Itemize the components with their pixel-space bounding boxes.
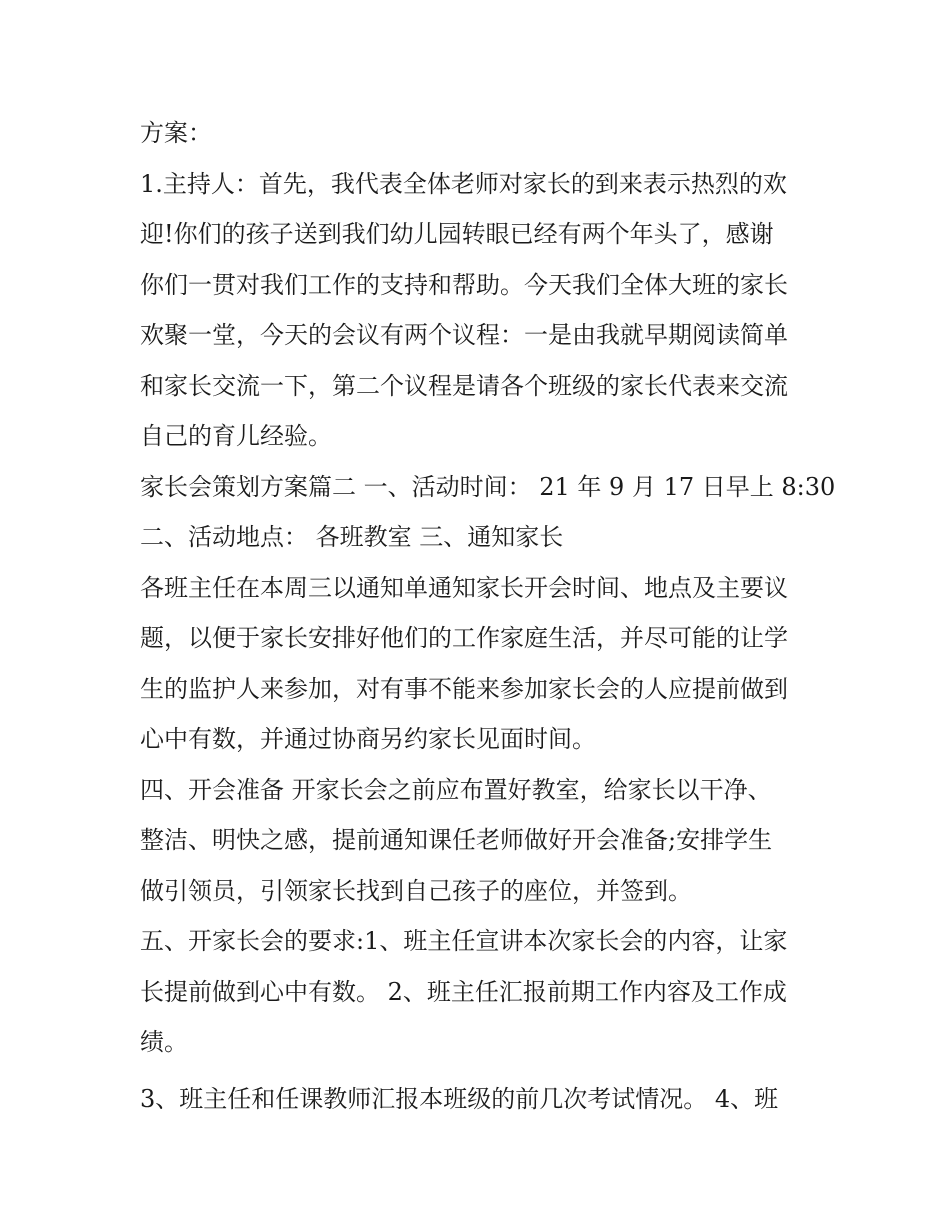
- text-line: 四、开会准备 开家长会之前应布置好教室，给家长以干净、: [140, 775, 772, 804]
- text-line: 二、活动地点： 各班教室 三、通知家长: [140, 523, 564, 551]
- text-line: 各班主任在本周三以通知单通知家长开会时间、地点及主要议: [140, 573, 788, 602]
- text-line: 生的监护人来参加，对有事不能来参加家长会的人应提前做到: [140, 674, 788, 703]
- text-line: 整洁、明快之感，提前通知课任老师做好开会准备;安排学生: [140, 826, 773, 854]
- text-line: 题，以便于家长安排好他们的工作家庭生活，并尽可能的让学: [140, 624, 788, 652]
- text-line: 做引领员，引领家长找到自己孩子的座位，并签到。: [140, 876, 692, 905]
- document-body: [140, 108, 836, 1124]
- text-line: 绩。: [140, 1028, 188, 1056]
- text-line: 你们一贯对我们工作的支持和帮助。今天我们全体大班的家长: [140, 270, 788, 299]
- text-line: 方案：: [140, 119, 212, 147]
- text-line: 1.主持人：首先，我代表全体老师对家长的到来表示热烈的欢: [140, 169, 787, 198]
- text-line: 3、班主任和任课教师汇报本班级的前几次考试情况。 4、班: [140, 1084, 779, 1113]
- text-line: 心中有数，并通过协商另约家长见面时间。: [140, 725, 596, 753]
- text-line: 和家长交流一下，第二个议程是请各个班级的家长代表来交流: [140, 371, 788, 400]
- text-line: 长提前做到心中有数。 2、班主任汇报前期工作内容及工作成: [140, 977, 787, 1006]
- text-line: 迎!你们的孩子送到我们幼儿园转眼已经有两个年头了，感谢: [140, 220, 774, 248]
- text-line: 欢聚一堂，今天的会议有两个议程：一是由我就早期阅读简单: [140, 321, 788, 349]
- text-line: 五、开家长会的要求:1、班主任宣讲本次家长会的内容，让家: [140, 927, 788, 955]
- text-line: 家长会策划方案篇二 一、活动时间： 21 年 9 月 17 日早上 8:30: [140, 472, 836, 501]
- text-line: 自己的育儿经验。: [140, 422, 332, 450]
